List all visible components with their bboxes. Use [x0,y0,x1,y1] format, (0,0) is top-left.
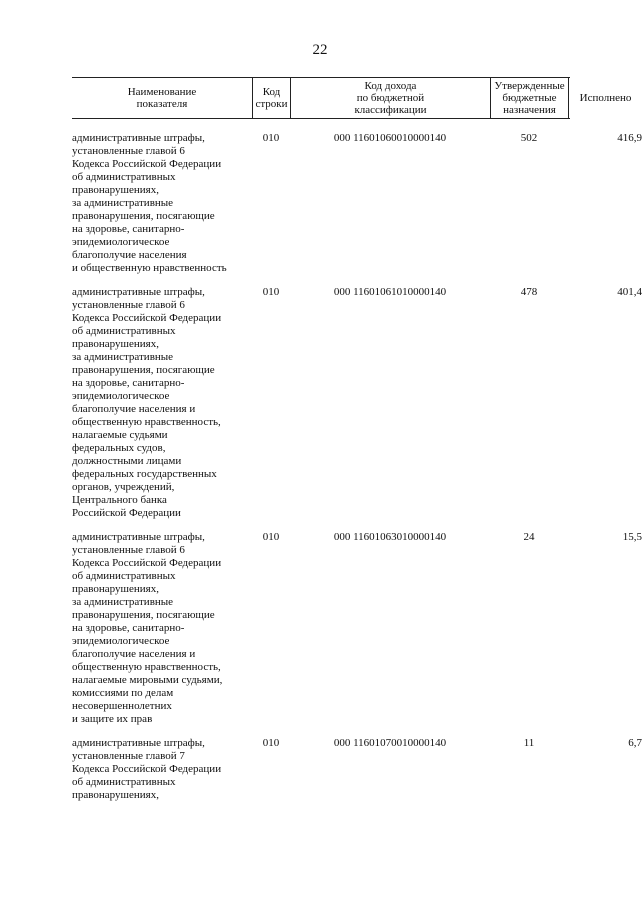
row-income-code: 000 11601060010000140 [333,132,447,144]
table-row [72,286,642,520]
row-approved: 11 [523,737,535,749]
row-name: административные штрафы, установленные главой 6 Кодекса Российской Федерации об административных правонарушениях, за административные правонарушения, посягающие на здоровье, санитарно- эпидемиологическое благополучие населения и общественную нравственность, налагаемые судьями федеральных судов, должностными лицами федеральных государственных органов, учреждений, Центрального банка Российской Федерации [72,286,222,519]
header-row-code-cell [252,78,290,118]
header-name-label: Наименование показателя [127,86,197,110]
header-approved-label: Утвержденные бюджетные назначения [494,80,565,116]
row-code: 010 [262,132,280,144]
row-code: 010 [262,737,280,749]
header-executed-label: Исполнено [579,92,632,104]
row-executed: 416,9 [617,132,642,144]
row-income-code: 000 11601070010000140 [333,737,447,749]
row-approved: 478 [520,286,538,298]
row-income-code: 000 11601061010000140 [333,286,447,298]
row-income-code: 000 11601063010000140 [333,531,447,543]
row-executed: 401,4 [617,286,642,298]
header-name-cell [72,78,252,118]
row-name: административные штрафы, установленные главой 6 Кодекса Российской Федерации об административных правонарушениях, за административные правонарушения, посягающие на здоровье, санитарно- эпидемиологическое благополучие населения и общественную нравственность [72,132,227,274]
row-approved: 24 [523,531,535,543]
header-row-code-label: Код строки [255,86,288,110]
table-row [72,737,642,802]
header-income-code-cell [290,78,490,118]
table-header [72,77,632,119]
table-row [72,132,642,275]
header-approved-cell [490,78,568,118]
page-number: 22 [312,42,328,58]
row-executed: 15,5 [622,531,642,543]
row-approved: 502 [520,132,538,144]
row-code: 010 [262,531,280,543]
header-executed-cell [568,78,642,118]
row-name: административные штрафы, установленные главой 6 Кодекса Российской Федерации об административных правонарушениях, за административные правонарушения, посягающие на здоровье, санитарно- эпидемиологическое благополучие населения и общественную нравственность, налагаемые мировыми судьями, комиссиями по делам несовершеннолетних и защите их прав [72,531,223,725]
row-code: 010 [262,286,280,298]
row-name: административные штрафы, установленные главой 7 Кодекса Российской Федерации об административных правонарушениях, [72,737,222,801]
table-body [72,132,642,813]
table-row [72,531,642,726]
header-income-code-label: Код дохода по бюджетной классификации [354,80,427,116]
row-executed: 6,7 [628,737,642,749]
